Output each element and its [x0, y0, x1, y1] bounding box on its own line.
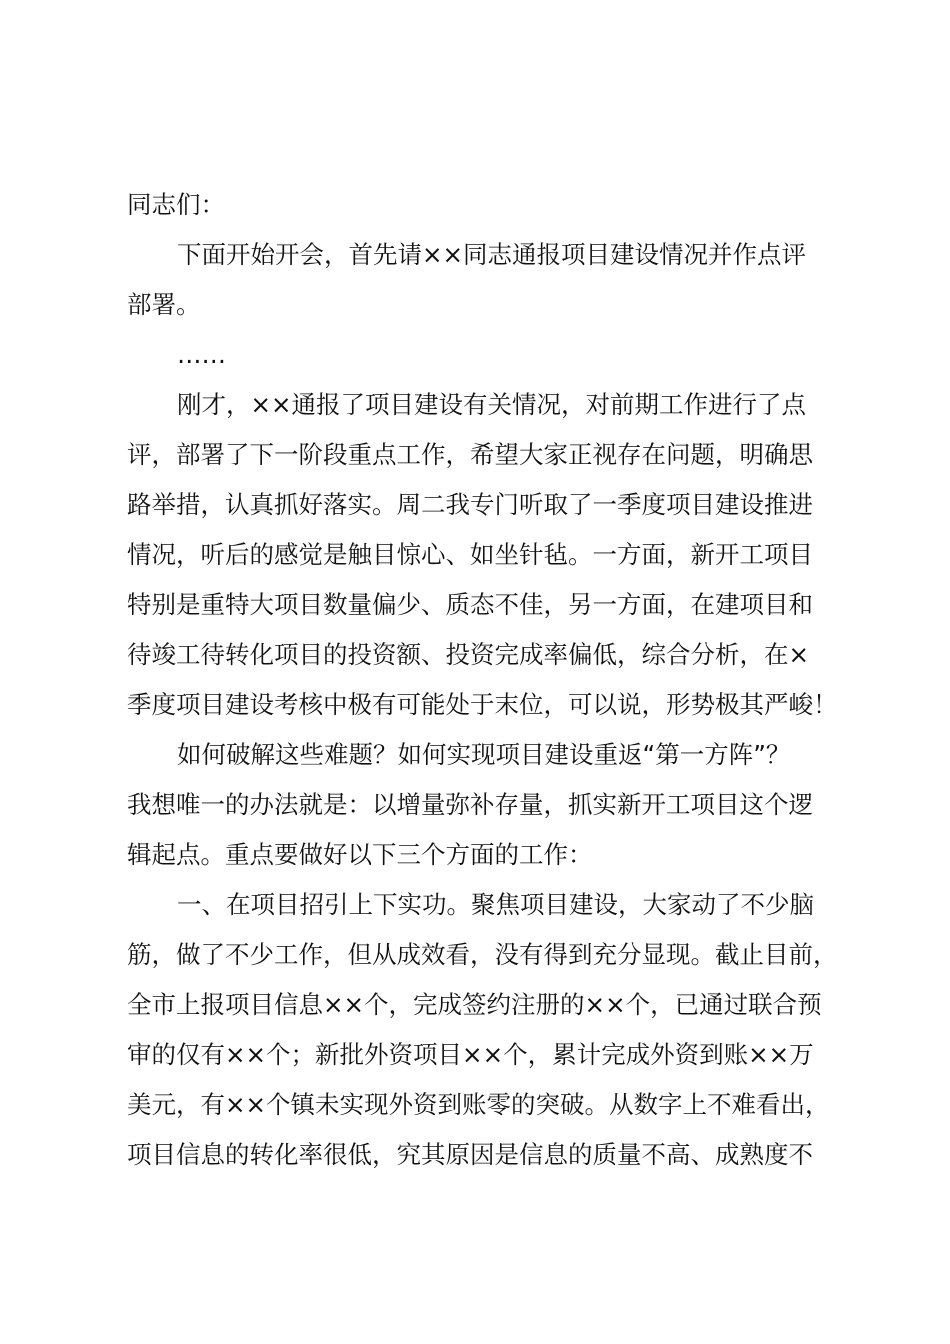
ellipsis-line: ……: [177, 340, 226, 369]
paragraph-line: 待竣工待转化项目的投资额、投资完成率偏低，综合分析，在×: [127, 640, 810, 669]
paragraph-line: 评，部署了下一阶段重点工作，希望大家正视存在问题，明确思: [127, 440, 813, 469]
paragraph-line: 刚才，××通报了项目建设有关情况，对前期工作进行了点: [177, 390, 807, 419]
paragraph-line: 项目信息的转化率很低，究其原因是信息的质量不高、成熟度不: [127, 1140, 813, 1169]
paragraph-line: 我想唯一的办法就是：以增量弥补存量，抓实新开工项目这个逻: [127, 790, 813, 819]
paragraph-line: 筋，做了不少工作，但从成效看，没有得到充分显现。截止目前，: [127, 940, 838, 969]
paragraph-line: 情况，听后的感觉是触目惊心、如坐针毡。一方面，新开工项目: [127, 540, 813, 569]
salutation-line: 同志们：: [127, 190, 225, 219]
paragraph-line: 美元，有××个镇未实现外资到账零的突破。从数字上不难看出，: [127, 1090, 830, 1119]
paragraph-line: 全市上报项目信息××个，完成签约注册的××个，已通过联合预: [127, 990, 822, 1019]
paragraph-line: 路举措，认真抓好落实。周二我专门听取了一季度项目建设推进: [127, 490, 813, 519]
paragraph-line: 部署。: [127, 290, 201, 319]
paragraph-line: 特别是重特大项目数量偏少、质态不佳，另一方面，在建项目和: [127, 590, 813, 619]
paragraph-line: 审的仅有××个；新批外资项目××个，累计完成外资到账××万: [127, 1040, 814, 1069]
paragraph-line: 如何破解这些难题？如何实现项目建设重返“第一方阵”？: [177, 740, 791, 769]
paragraph-line: 一、在项目招引上下实功。聚焦项目建设，大家动了不少脑: [177, 890, 814, 919]
paragraph-line: 季度项目建设考核中极有可能处于末位，可以说，形势极其严峻！: [127, 690, 838, 719]
paragraph-line: 辑起点。重点要做好以下三个方面的工作：: [127, 840, 593, 869]
speech-body: [127, 180, 857, 1180]
paragraph-line: 下面开始开会，首先请××同志通报项目建设情况并作点评: [177, 240, 807, 269]
